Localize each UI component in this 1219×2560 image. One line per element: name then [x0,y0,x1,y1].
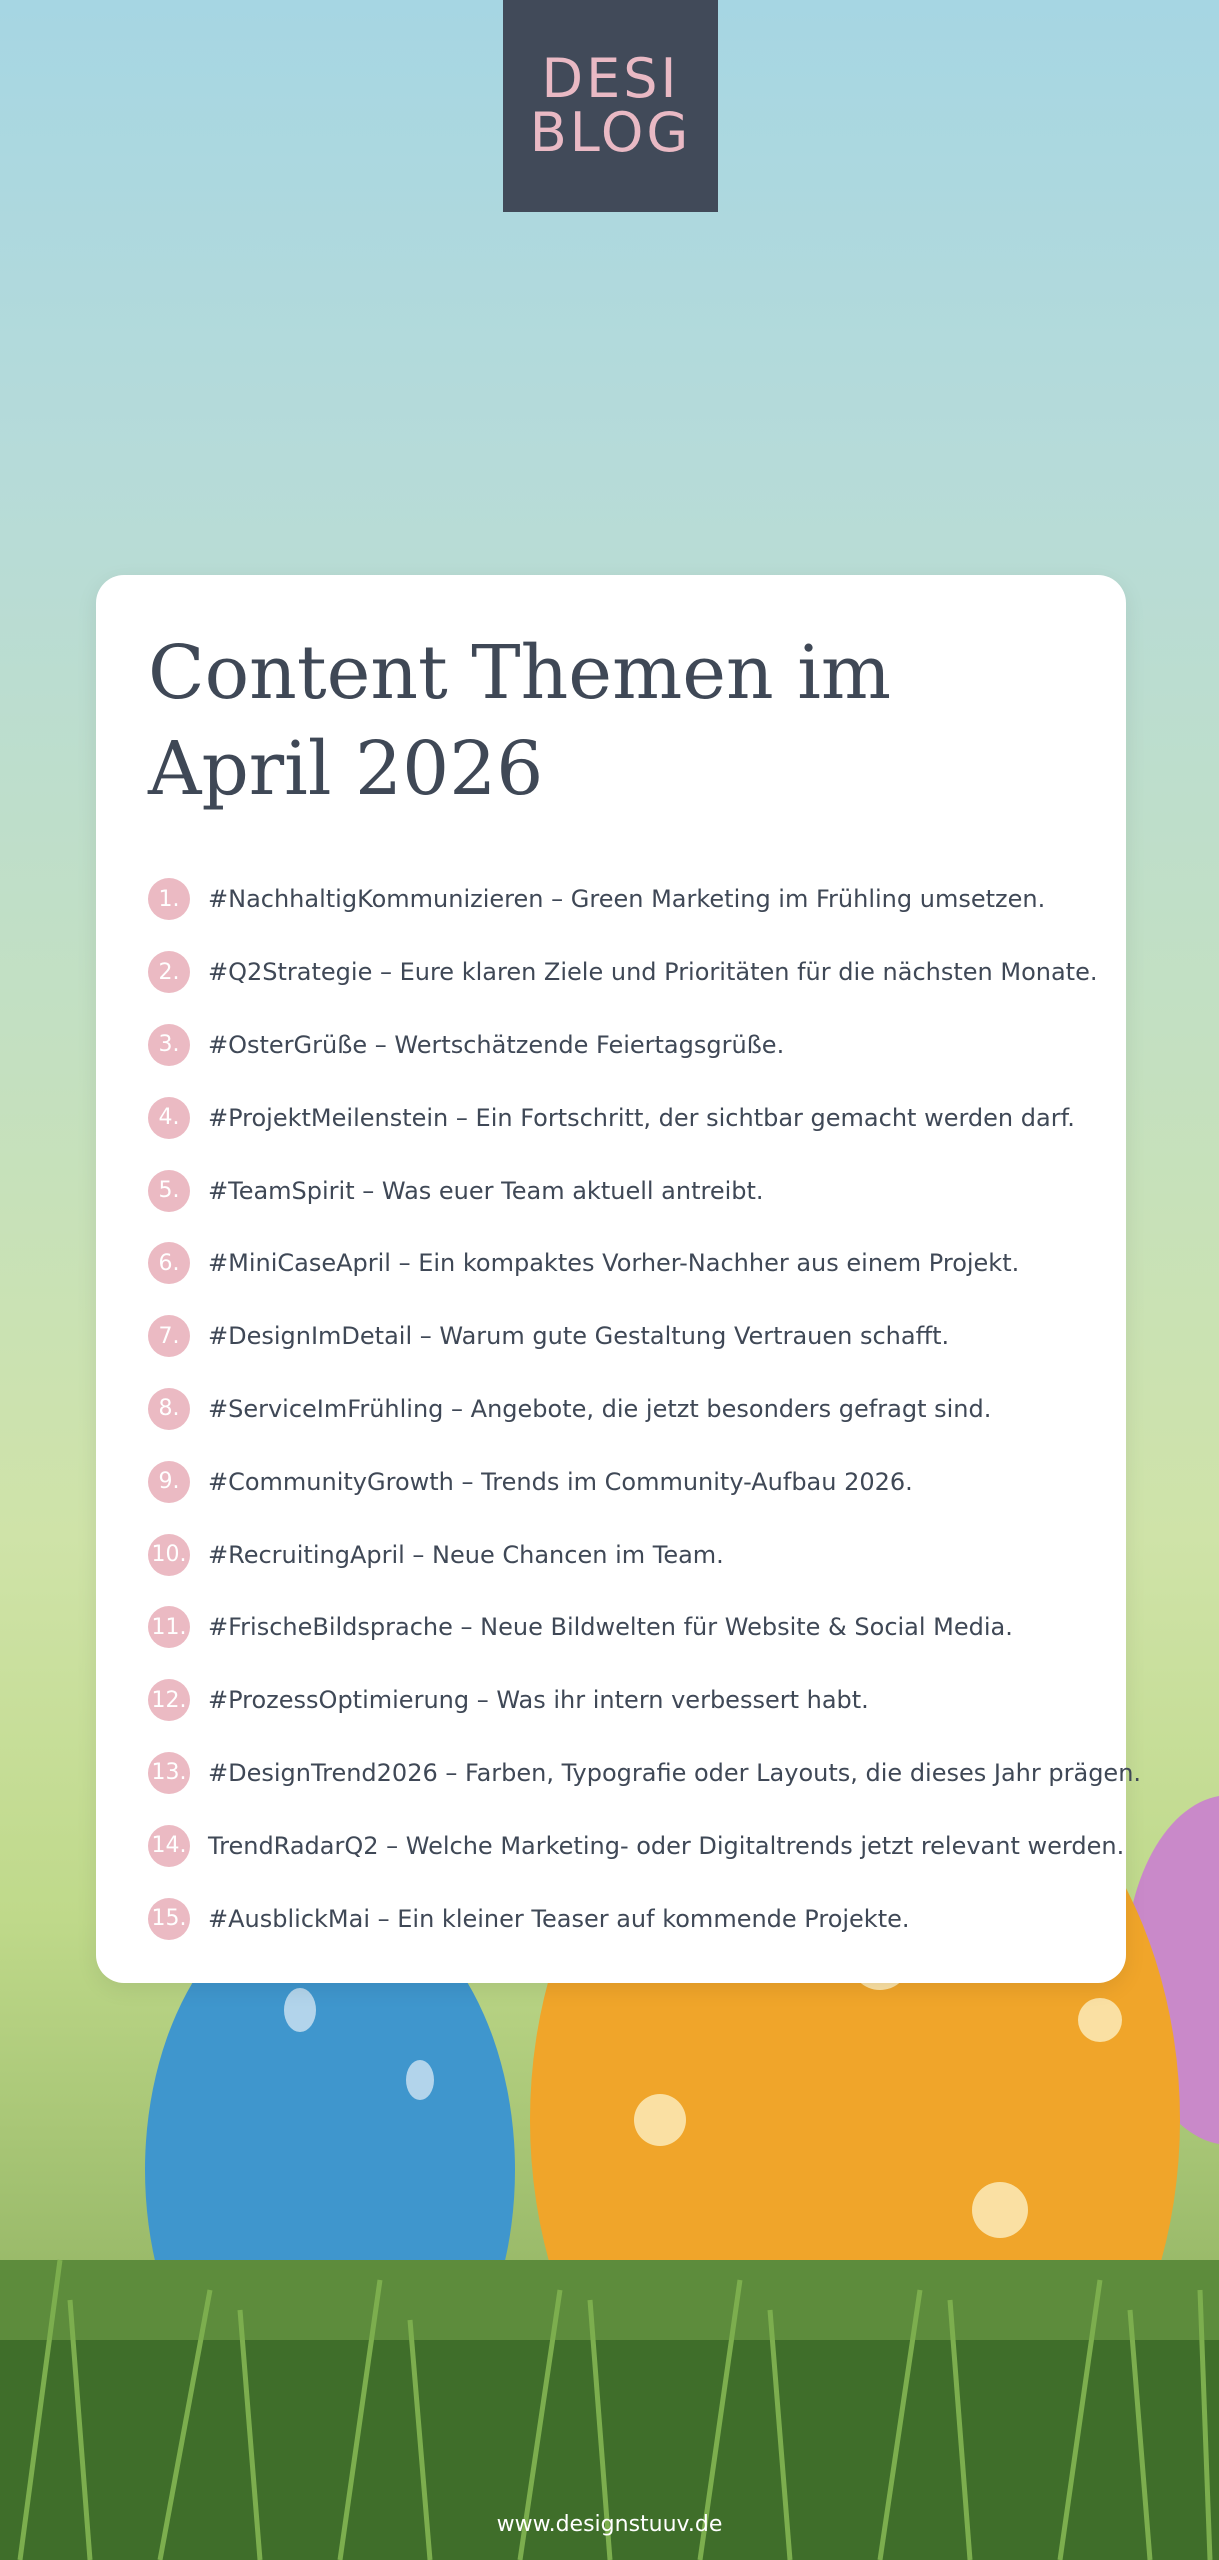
item-text: #ServiceImFrühling – Angebote, die jetzt besonders gefragt sind. [208,1394,992,1423]
item-text: #OsterGrüße – Wertschätzende Feiertagsgrüße. [208,1030,785,1059]
list-item [148,1300,1074,1373]
page-title: Content Themen im April 2026 [148,630,892,812]
item-number-badge: 15. [148,1898,190,1940]
topic-list [148,863,1142,1955]
desi-blog-logo [503,0,718,212]
list-item [148,1591,1074,1664]
item-text: TrendRadarQ2 – Welche Marketing- oder Digitaltrends jetzt relevant werden. [208,1831,1125,1860]
item-number-badge: 11. [148,1606,190,1648]
list-item [148,1081,1074,1154]
item-number-badge: 6. [148,1242,190,1284]
list-item [148,1737,1142,1810]
list-item [148,1809,1125,1882]
list-item [148,1445,1074,1518]
item-text: #RecruitingApril – Neue Chancen im Team. [208,1540,724,1569]
item-number-badge: 12. [148,1679,190,1721]
item-number-badge: 1. [148,878,190,920]
item-text: #DesignImDetail – Warum gute Gestaltung Vertrauen schafft. [208,1322,950,1351]
item-text: #ProjektMeilenstein – Ein Fortschritt, der sichtbar gemacht werden darf. [208,1103,1075,1132]
item-text: #CommunityGrowth – Trends im Community-Aufbau 2026. [208,1467,913,1496]
list-item [148,936,1098,1009]
item-number-badge: 13. [148,1752,190,1794]
item-number-badge: 5. [148,1170,190,1212]
item-number-badge: 4. [148,1097,190,1139]
item-number-badge: 7. [148,1315,190,1357]
list-item [148,1518,1074,1591]
list-item [148,1882,1074,1955]
item-number-badge: 2. [148,951,190,993]
item-text: #FrischeBildsprache – Neue Bildwelten für Website & Social Media. [208,1613,1013,1642]
item-text: #Q2Strategie – Eure klaren Ziele und Prioritäten für die nächsten Monate. [208,958,1098,987]
item-text: #MiniCaseApril – Ein kompaktes Vorher-Nachher aus einem Projekt. [208,1249,1020,1278]
item-text: #NachhaltigKommunizieren – Green Marketing im Frühling umsetzen. [208,885,1046,914]
item-number-badge: 3. [148,1024,190,1066]
list-item [148,1227,1074,1300]
list-item [148,1154,1074,1227]
list-item [148,1373,1074,1446]
website-url: www.designstuuv.de [496,2512,723,2537]
item-number-badge: 8. [148,1388,190,1430]
list-item [148,1664,1074,1737]
content-card [96,575,1142,1983]
logo-line-1: DESI [541,47,680,110]
logo-line-2: BLOG [529,101,692,164]
item-number-badge: 9. [148,1461,190,1503]
item-number-badge: 14. [148,1825,190,1867]
item-number-badge: 10. [148,1534,190,1576]
list-item [148,1009,1074,1082]
list-item [148,863,1074,936]
item-text: #TeamSpirit – Was euer Team aktuell antreibt. [208,1176,764,1205]
item-text: #AusblickMai – Ein kleiner Teaser auf kommende Projekte. [208,1904,910,1933]
item-text: #DesignTrend2026 – Farben, Typografie oder Layouts, die dieses Jahr prägen. [208,1758,1142,1787]
item-text: #ProzessOptimierung – Was ihr intern verbessert habt. [208,1686,869,1715]
